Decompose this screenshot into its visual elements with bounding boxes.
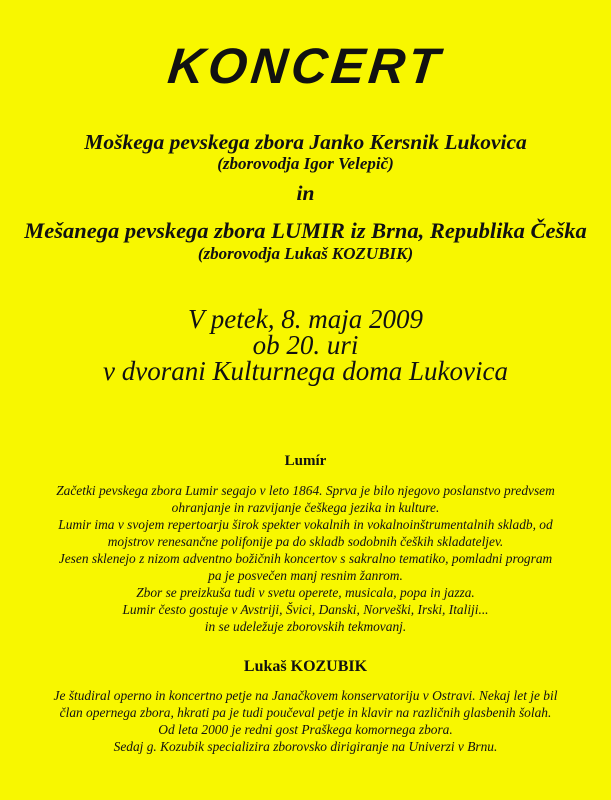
- text-line: ohranjanje in razvijanje češkega jezika in kulture.: [171, 500, 440, 515]
- kozubik-paragraph: [0, 687, 611, 755]
- text-line: Sedaj g. Kozubik specializira zborovsko dirigiranje na Univerzi v Brnu.: [113, 739, 498, 754]
- text-line: član opernega zbora, hkrati pa je tudi poučeval petje in klavir na različnih glasbenih šolah.: [59, 705, 552, 720]
- poster-title: KONCERT: [165, 38, 446, 94]
- text-line: in se udeležuje zborovskih tekmovanj.: [204, 619, 407, 634]
- lumir-paragraph: [0, 482, 611, 635]
- text-line: Lumir često gostuje v Avstriji, Švici, Danski, Norveški, Irski, Italiji...: [122, 602, 489, 617]
- text-line: Jesen sklenejo z nizom adventno božičnih koncertov s sakralno tematiko, pomladni program: [58, 551, 553, 566]
- choir1-conductor: (zborovodja Igor Velepič): [217, 154, 394, 173]
- text-line: Od leta 2000 je redni gost Praškega komornega zbora.: [158, 722, 453, 737]
- kozubik-heading: Lukaš KOZUBIK: [243, 658, 368, 675]
- text-line: pa je posvečen manj resnim žanrom.: [208, 568, 403, 583]
- conjunction: in: [296, 181, 315, 205]
- event-info: [0, 306, 611, 384]
- text-line: Je študiral operno in koncertno petje na Janačkovem konservatoriju v Ostravi. Nekaj let je bil: [53, 688, 558, 703]
- text-line: Lumir ima v svojem repertoarju širok spekter vokalnih in vokalnoinštrumentalnih skladb, od: [58, 517, 553, 532]
- choir2-name: Mešanega pevskega zbora LUMIR iz Brna, Republika Češka: [24, 218, 587, 243]
- lumir-heading: Lumír: [284, 453, 327, 469]
- event-venue: v dvorani Kulturnega doma Lukovica: [103, 356, 508, 386]
- choir2-conductor: (zborovodja Lukaš KOZUBIK): [197, 244, 414, 263]
- text-line: Zbor se preizkuša tudi v svetu operete, musicala, popa in jazza.: [136, 585, 475, 600]
- text-line: Začetki pevskega zbora Lumir segajo v leto 1864. Sprva je bilo njegovo poslanstvo predvsem: [56, 483, 555, 498]
- choir1-name: Moškega pevskega zbora Janko Kersnik Lukovica: [84, 130, 527, 154]
- event-time: ob 20. uri: [252, 330, 359, 360]
- text-line: mojstrov renesančne polifonije pa do skladb sodobnih čeških skladateljev.: [107, 534, 504, 549]
- event-date: V petek, 8. maja 2009: [188, 304, 423, 334]
